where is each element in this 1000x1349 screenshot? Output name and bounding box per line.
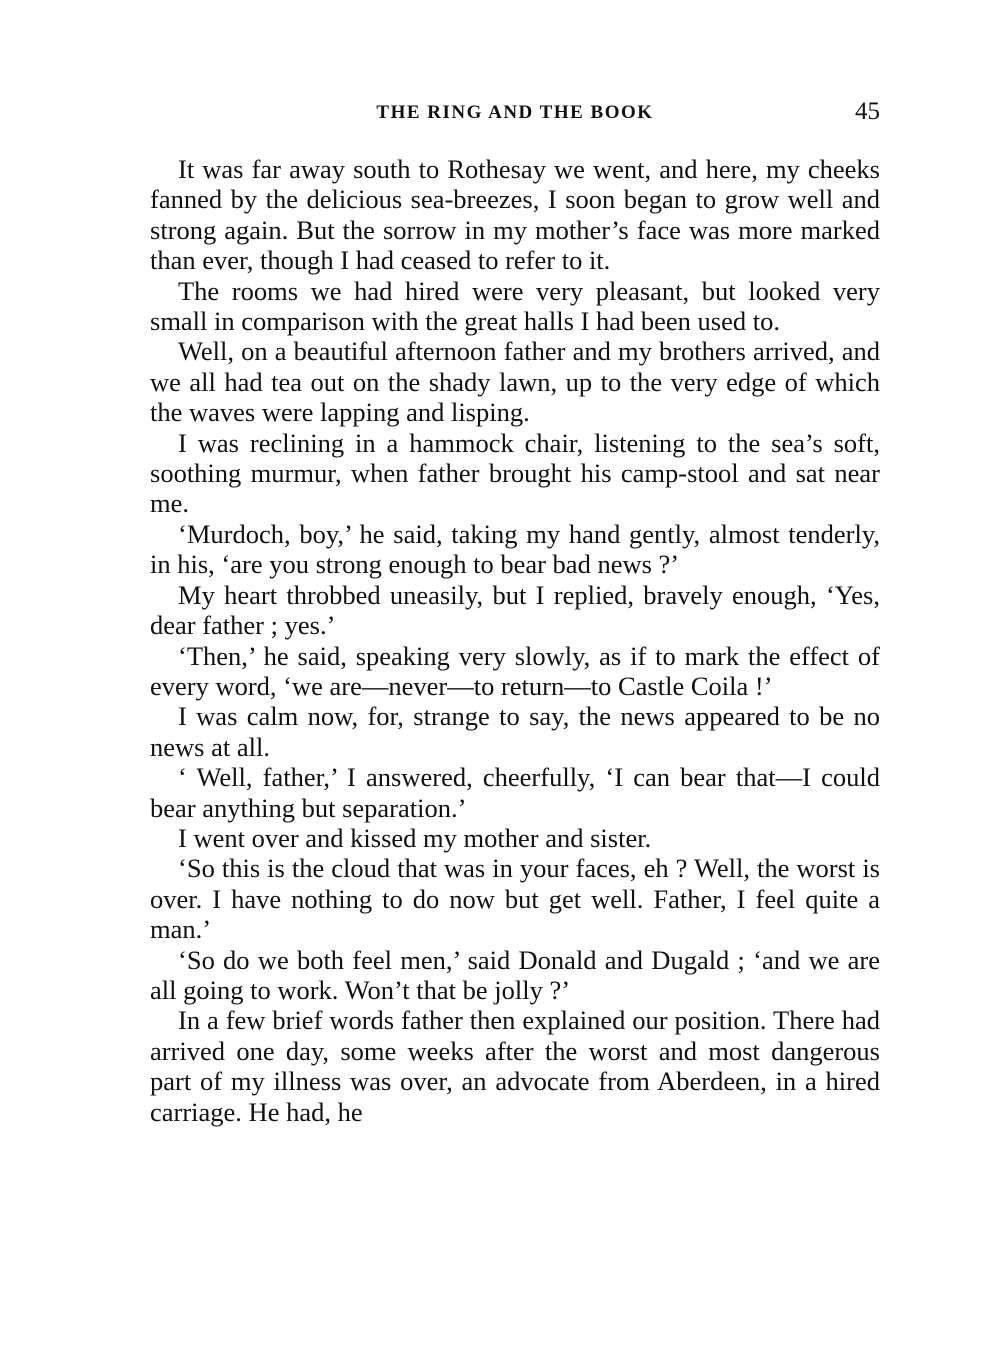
paragraph: I was reclining in a hammock chair, listening to the sea’s soft, soothing murmur, when father brought his camp-stool and sat near me. (150, 427, 880, 519)
paragraph: ‘So do we both feel men,’ said Donald and Dugald ; ‘and we are all going to work. Won’t that be jolly ?’ (150, 944, 880, 1005)
running-title: THE RING AND THE BOOK (376, 102, 654, 123)
page-number: 45 (855, 98, 880, 125)
paragraph: I went over and kissed my mother and sister. (178, 822, 652, 853)
paragraph: The rooms we had hired were very pleasant, but looked very small in comparison with the great halls I had been used to. (150, 275, 880, 337)
paragraph: ‘ Well, father,’ I answered, cheerfully, ‘I can bear that—I could bear anything but separation.’ (150, 762, 880, 823)
paragraph: I was calm now, for, strange to say, the news appeared to be no news at all. (150, 701, 880, 762)
paragraph: In a few brief words father then explained our position. There had arrived one day, some weeks after the worst and most dangerous part of my illness was over, an advocate from Aberdeen, in a hired carriage. He had, he (150, 1005, 880, 1127)
paragraph: Well, on a beautiful afternoon father and my brothers arrived, and we all had tea out on the shady lawn, up to the very edge of which the waves were lapping and lisping. (150, 336, 880, 428)
paragraph: ‘So this is the cloud that was in your faces, eh ? Well, the worst is over. I have nothing to do now but get well. Father, I feel quite a man.’ (150, 853, 880, 945)
paragraph: ‘Then,’ he said, speaking very slowly, as if to mark the effect of every word, ‘we are—never—to return—to Castle Coila !’ (150, 640, 880, 701)
body-text (150, 154, 880, 1127)
running-head (150, 98, 880, 132)
paragraph: It was far away south to Rothesay we went, and here, my cheeks fanned by the delicious sea-breezes, I soon began to grow well and strong again. But the sorrow in my mother’s face was more marked than ever, though I had ceased to refer to it. (150, 154, 880, 276)
paragraph: My heart throbbed uneasily, but I replied, bravely enough, ‘Yes, dear father ; yes.’ (150, 579, 880, 641)
paragraph: ‘Murdoch, boy,’ he said, taking my hand gently, almost tenderly, in his, ‘are you strong enough to bear bad news ?’ (150, 518, 880, 580)
